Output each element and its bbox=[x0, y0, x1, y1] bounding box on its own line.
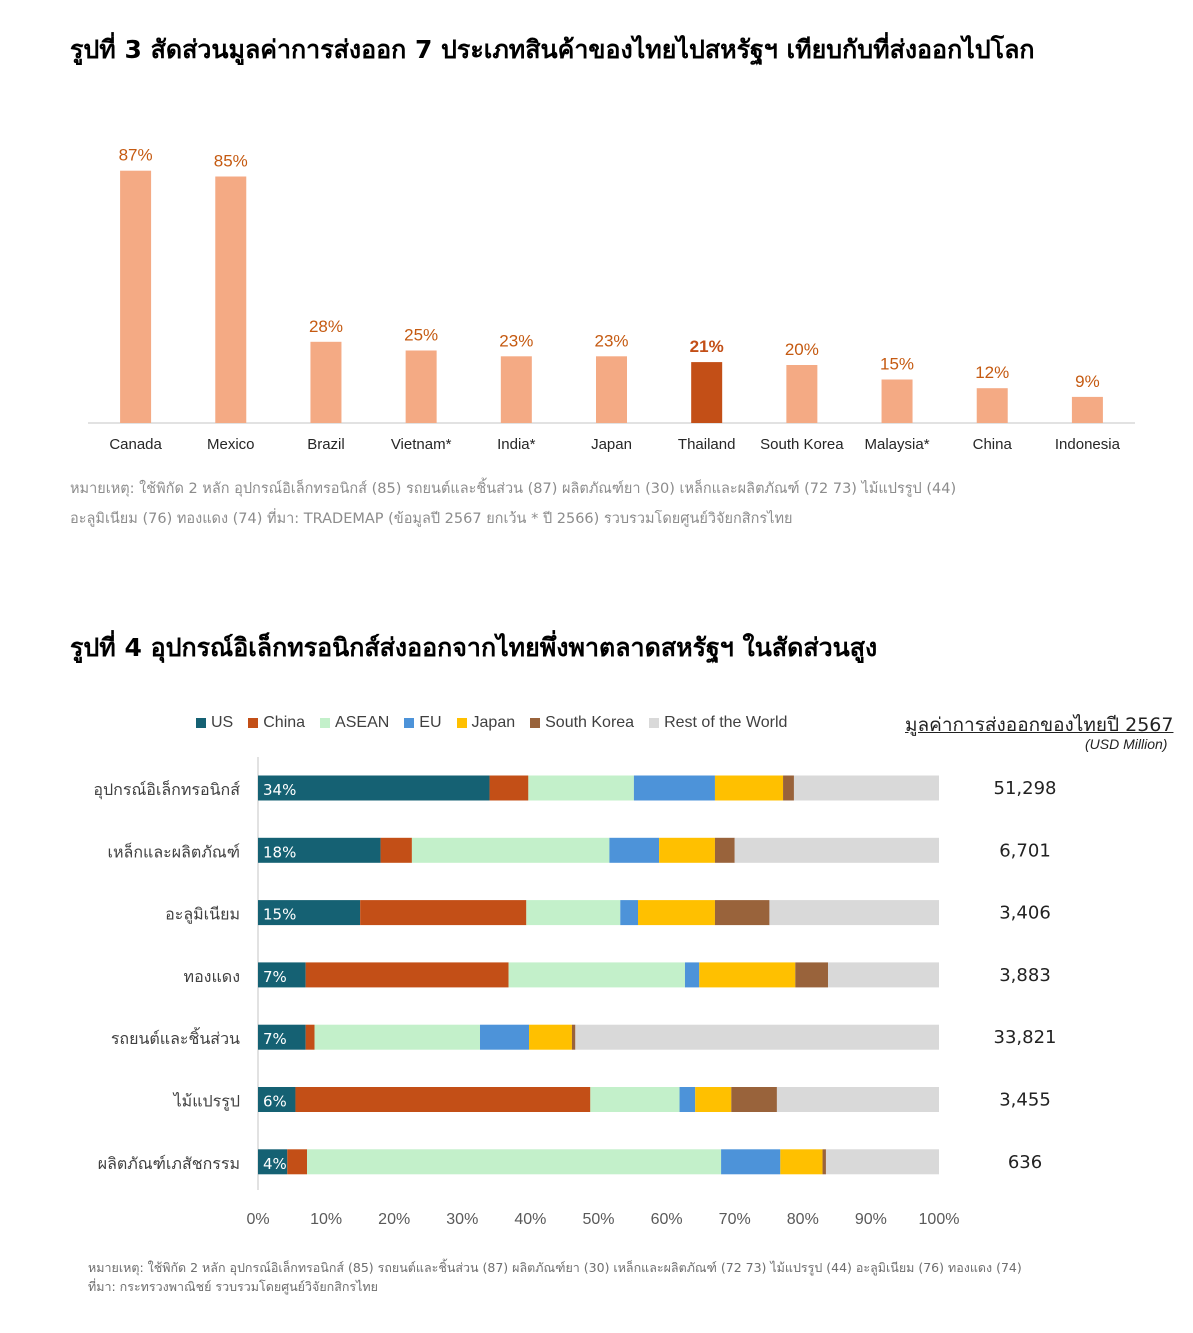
export-value-header: มูลค่าการส่งออกของไทยปี 2567 bbox=[905, 714, 1174, 736]
bar-data-label: 87% bbox=[118, 145, 153, 165]
segment-rest-of-the-world bbox=[575, 1025, 939, 1050]
bar-data-label: 21% bbox=[689, 337, 724, 357]
category-label: รถยนต์และชิ้นส่วน bbox=[110, 1029, 240, 1049]
us-share-label: 15% bbox=[263, 905, 297, 924]
bar-data-label: 23% bbox=[594, 331, 629, 351]
figure-4-note bbox=[88, 1258, 1022, 1296]
category-label: อุปกรณ์อิเล็กทรอนิกส์ bbox=[93, 780, 240, 799]
figure-4-note-line-1: หมายเหตุ: ใช้พิกัด 2 หลัก อุปกรณ์อิเล็กทรอนิกส์ (85) รถยนต์และชิ้นส่วน (87) ผลิตภัณฑ์ยา (30) เหล็กและผลิตภัณฑ์ (72 73) ไม้แปรรูป (44) อะลูมิเนียม (76) ทองแดง (74) bbox=[88, 1260, 1022, 1275]
segment-japan bbox=[699, 962, 795, 987]
segment-eu bbox=[634, 776, 715, 801]
us-share-label: 7% bbox=[263, 1030, 287, 1049]
segment-rest-of-the-world bbox=[777, 1087, 939, 1112]
segment-china bbox=[287, 1149, 307, 1174]
category-label: ไม้แปรรูป bbox=[173, 1091, 240, 1111]
segment-rest-of-the-world bbox=[794, 776, 939, 801]
export-value: 3,406 bbox=[999, 902, 1051, 924]
x-tick-label: Indonesia bbox=[1054, 436, 1120, 453]
x-tick-label: 40% bbox=[514, 1211, 547, 1228]
x-tick-label: Mexico bbox=[207, 436, 255, 453]
category-label: ทองแดง bbox=[183, 966, 240, 986]
legend-label: Rest of the World bbox=[664, 714, 788, 731]
figure-3-title: รูปที่ 3 สัดส่วนมูลค่าการส่งออก 7 ประเภทสินค้าของไทยไปสหรัฐฯ เทียบกับที่ส่งออกไปโลก bbox=[70, 35, 1035, 64]
us-share-label: 34% bbox=[263, 781, 297, 799]
segment-asean bbox=[509, 962, 685, 987]
segment-eu bbox=[685, 962, 699, 987]
legend-label: China bbox=[263, 714, 306, 731]
figure-4-note-line-2: ที่มา: กระทรวงพาณิชย์ รวบรวมโดยศูนย์วิจัยกสิกรไทย bbox=[88, 1279, 378, 1294]
bar-data-label: 25% bbox=[404, 325, 439, 345]
segment-japan bbox=[529, 1025, 572, 1050]
bar-data-label: 12% bbox=[975, 363, 1010, 383]
segment-japan bbox=[695, 1087, 731, 1112]
segment-asean bbox=[526, 900, 620, 925]
segment-japan bbox=[780, 1149, 822, 1174]
x-tick-label: 10% bbox=[310, 1211, 343, 1228]
figure-4-title: รูปที่ 4 อุปกรณ์อิเล็กทรอนิกส์ส่งออกจากไทยพึ่งพาตลาดสหรัฐฯ ในสัดส่วนสูง bbox=[70, 633, 878, 662]
segment-south-korea bbox=[795, 962, 828, 987]
segment-china bbox=[360, 900, 526, 925]
legend-label: South Korea bbox=[545, 714, 635, 731]
segment-south-korea bbox=[715, 838, 735, 863]
segment-china bbox=[381, 838, 412, 863]
segment-china bbox=[306, 962, 509, 987]
segment-south-korea bbox=[715, 900, 769, 925]
x-tick-label: Vietnam* bbox=[390, 436, 452, 453]
x-tick-label: Brazil bbox=[307, 436, 345, 453]
bar-data-label: 20% bbox=[784, 340, 819, 359]
x-tick-label: South Korea bbox=[760, 436, 844, 453]
us-share-label: 6% bbox=[263, 1092, 287, 1111]
export-value: 6,701 bbox=[999, 840, 1051, 862]
bar-data-label: 9% bbox=[1075, 371, 1100, 391]
segment-eu bbox=[609, 838, 659, 863]
figure-3-note-line-2: อะลูมิเนียม (76) ทองแดง (74) ที่มา: TRADEMAP (ข้อมูลปี 2567 ยกเว้น * ปี 2566) รวบรวมโดยศูนย์วิจัยกสิกรไทย bbox=[70, 511, 793, 527]
x-tick-label: 70% bbox=[718, 1211, 751, 1228]
bar-data-label: 85% bbox=[213, 151, 248, 171]
segment-south-korea bbox=[783, 776, 794, 801]
x-tick-label: 0% bbox=[246, 1211, 270, 1228]
legend-label: Japan bbox=[471, 714, 516, 731]
segment-china bbox=[295, 1087, 590, 1112]
x-tick-label: Malaysia* bbox=[864, 436, 930, 453]
x-tick-label: India* bbox=[497, 436, 536, 453]
export-value-unit: (USD Million) bbox=[1085, 736, 1168, 752]
bar-data-label: 23% bbox=[499, 331, 534, 351]
segment-asean bbox=[315, 1025, 480, 1050]
x-tick-label: Thailand bbox=[677, 436, 736, 453]
segment-japan bbox=[715, 776, 783, 801]
segment-asean bbox=[307, 1149, 721, 1174]
legend-label: ASEAN bbox=[335, 714, 390, 731]
segment-eu bbox=[680, 1087, 696, 1112]
segment-eu bbox=[620, 900, 638, 925]
segment-rest-of-the-world bbox=[735, 838, 939, 863]
x-tick-label: 20% bbox=[378, 1211, 411, 1228]
x-tick-label: 60% bbox=[650, 1211, 683, 1228]
segment-south-korea bbox=[572, 1025, 575, 1050]
segment-south-korea bbox=[731, 1087, 777, 1112]
segment-asean bbox=[528, 776, 634, 801]
bar-data-label: 15% bbox=[880, 354, 915, 374]
segment-china bbox=[306, 1025, 315, 1050]
us-share-label: 18% bbox=[263, 843, 297, 862]
segment-asean bbox=[590, 1087, 679, 1112]
us-share-label: 7% bbox=[263, 967, 287, 986]
segment-china bbox=[490, 776, 529, 801]
category-label: อะลูมิเนียม bbox=[165, 904, 240, 924]
segment-japan bbox=[659, 838, 715, 863]
segment-japan bbox=[638, 900, 715, 925]
x-tick-label: 80% bbox=[786, 1211, 819, 1228]
segment-eu bbox=[480, 1025, 529, 1050]
legend-label: EU bbox=[419, 714, 442, 731]
segment-asean bbox=[412, 838, 609, 863]
bar-data-label: 28% bbox=[308, 316, 343, 336]
x-tick-label: China bbox=[972, 436, 1012, 453]
x-tick-label: Japan bbox=[591, 436, 632, 453]
export-value: 51,298 bbox=[993, 778, 1057, 799]
segment-eu bbox=[721, 1149, 780, 1174]
category-label: เหล็กและผลิตภัณฑ์ bbox=[107, 842, 240, 862]
x-tick-label: 100% bbox=[918, 1211, 960, 1228]
us-share-label: 4% bbox=[263, 1154, 287, 1173]
segment-rest-of-the-world bbox=[769, 900, 939, 925]
export-value: 636 bbox=[1007, 1151, 1043, 1173]
export-value: 3,883 bbox=[999, 964, 1051, 986]
segment-south-korea bbox=[823, 1149, 826, 1174]
category-label: ผลิตภัณฑ์เภสัชกรรม bbox=[97, 1153, 240, 1173]
x-tick-label: Canada bbox=[109, 436, 162, 453]
figure-3-note-line-1: หมายเหตุ: ใช้พิกัด 2 หลัก อุปกรณ์อิเล็กทรอนิกส์ (85) รถยนต์และชิ้นส่วน (87) ผลิตภัณฑ์ยา (30) เหล็กและผลิตภัณฑ์ (72 73) ไม้แปรรูป (44) bbox=[70, 481, 957, 497]
x-tick-label: 90% bbox=[854, 1211, 887, 1228]
legend-label: US bbox=[211, 714, 234, 731]
export-value: 33,821 bbox=[993, 1027, 1057, 1049]
export-value: 3,455 bbox=[999, 1089, 1051, 1111]
segment-rest-of-the-world bbox=[826, 1149, 939, 1174]
segment-rest-of-the-world bbox=[828, 962, 939, 987]
x-tick-label: 50% bbox=[582, 1211, 615, 1228]
x-tick-label: 30% bbox=[446, 1211, 479, 1228]
